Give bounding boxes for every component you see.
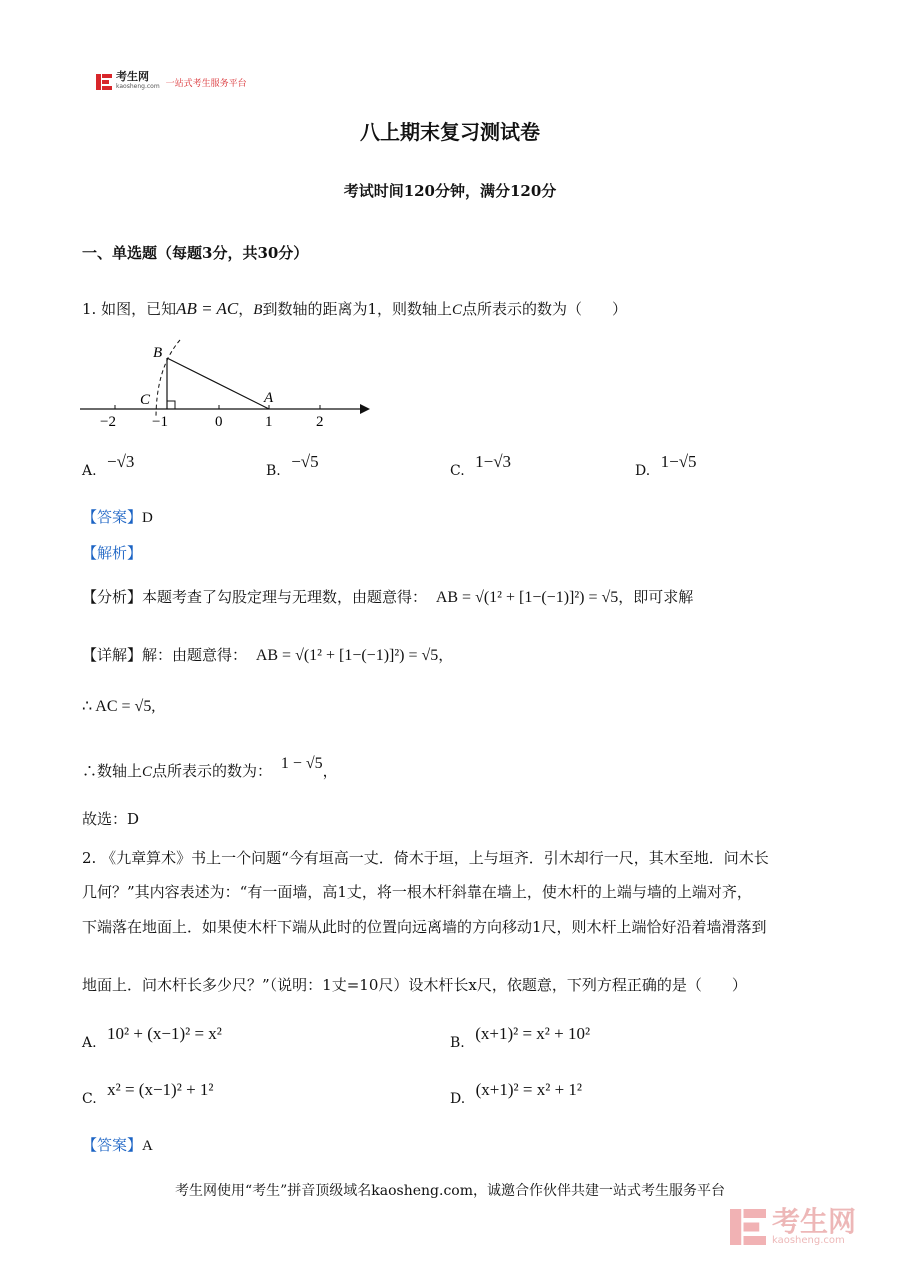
q1-step-c: ∴数轴上C点所表示的数为： 1 − √5， [82, 755, 338, 780]
kaosheng-logo-icon [96, 74, 112, 90]
label-A: A [264, 390, 274, 406]
watermark-text: 考生网 kaosheng.com [771, 1205, 856, 1246]
q2-line-3: 下端落在地面上．如果使木杆下端从此时的位置向远离墙的方向移动1尺，则木杆上端恰好沿着墙滑落到 [82, 918, 767, 936]
fenxi-formula: AB = √(1² + [1−(−1)]²) = √5 [435, 589, 619, 606]
q1-fenxi: 【分析】本题考查了勾股定理与无理数，由题意得： AB = √(1² + [1−(−1)]²) = √5，即可求解 [82, 588, 694, 606]
q2-line-2: 几何？”其内容表述为：“有一面墙，高1丈，将一根木杆斜靠在墙上，使木杆的上端与墙的上端对齐， [82, 883, 752, 901]
q1-option-b: B. −√5 [266, 452, 319, 479]
q1-option-d: D. 1−√5 [635, 452, 697, 479]
segment-AB [167, 358, 269, 409]
watermark [730, 1205, 856, 1246]
q2-option-a: A. 10² + (x−1)² = x² [82, 1024, 222, 1051]
q2-line-4: 地面上．问木杆长多少尺？”（说明：1丈=10尺）设木杆长x尺，依题意，下列方程正确的是（ ） [82, 976, 747, 994]
logo-slogan: 一站式考生服务平台 [165, 78, 247, 89]
tick-label-neg1: −1 [152, 414, 168, 430]
axis-arrow-icon [360, 404, 370, 414]
label-C: C [140, 392, 151, 408]
right-angle-mark [167, 401, 175, 409]
q2-answer: 【答案】A [82, 1136, 153, 1154]
q1-xiangjie: 【详解】解：由题意得： AB = √(1² + [1−(−1)]²) = √5， [82, 646, 454, 664]
xiangjie-formula: AB = √(1² + [1−(−1)]²) = √5 [255, 647, 439, 664]
q1-step-ac: ∴ AC = √5, [82, 698, 156, 715]
logo-text: 考生网 kaosheng.com [116, 70, 160, 90]
q2-option-b: B. (x+1)² = x² + 10² [450, 1024, 591, 1051]
number-line-figure [78, 338, 378, 430]
label-B: B [153, 345, 163, 361]
exam-info: 考试时间120分钟，满分120分 [343, 182, 557, 200]
watermark-logo-icon [730, 1209, 766, 1245]
q1-stem: 1. 如图，已知AB = AC，B到数轴的距离为1，则数轴上C点所表示的数为（ ） [82, 299, 628, 318]
tick-label-neg2: −2 [100, 414, 116, 430]
q1-conclusion: 故选：D [82, 810, 140, 828]
brand-logo [96, 72, 247, 92]
section-heading: 一、单选题（每题3分，共30分） [82, 244, 309, 262]
q2-option-c: C. x² = (x−1)² + 1² [82, 1080, 214, 1107]
page-footer: 考生网使用“考生”拼音顶级域名kaosheng.com，诚邀合作伙伴共建一站式考生服务平台 [174, 1183, 726, 1199]
q1-option-a: A. −√3 [82, 452, 135, 479]
q1-analysis-tag: 【解析】 [82, 544, 143, 562]
q1-answer: 【答案】D [82, 508, 153, 526]
q2-line-1: 2. 《九章算术》书上一个问题“今有垣高一丈．倚木于垣，上与垣齐．引木却行一尺，其木至地．问木长 [82, 849, 769, 867]
tick-label-1: 1 [265, 414, 273, 430]
q1-option-c: C. 1−√3 [450, 452, 512, 479]
q2-option-d: D. (x+1)² = x² + 1² [450, 1080, 583, 1107]
tick-label-2: 2 [316, 414, 324, 430]
page-title: 八上期末复习测试卷 [360, 120, 540, 144]
tick-label-0: 0 [215, 414, 223, 430]
